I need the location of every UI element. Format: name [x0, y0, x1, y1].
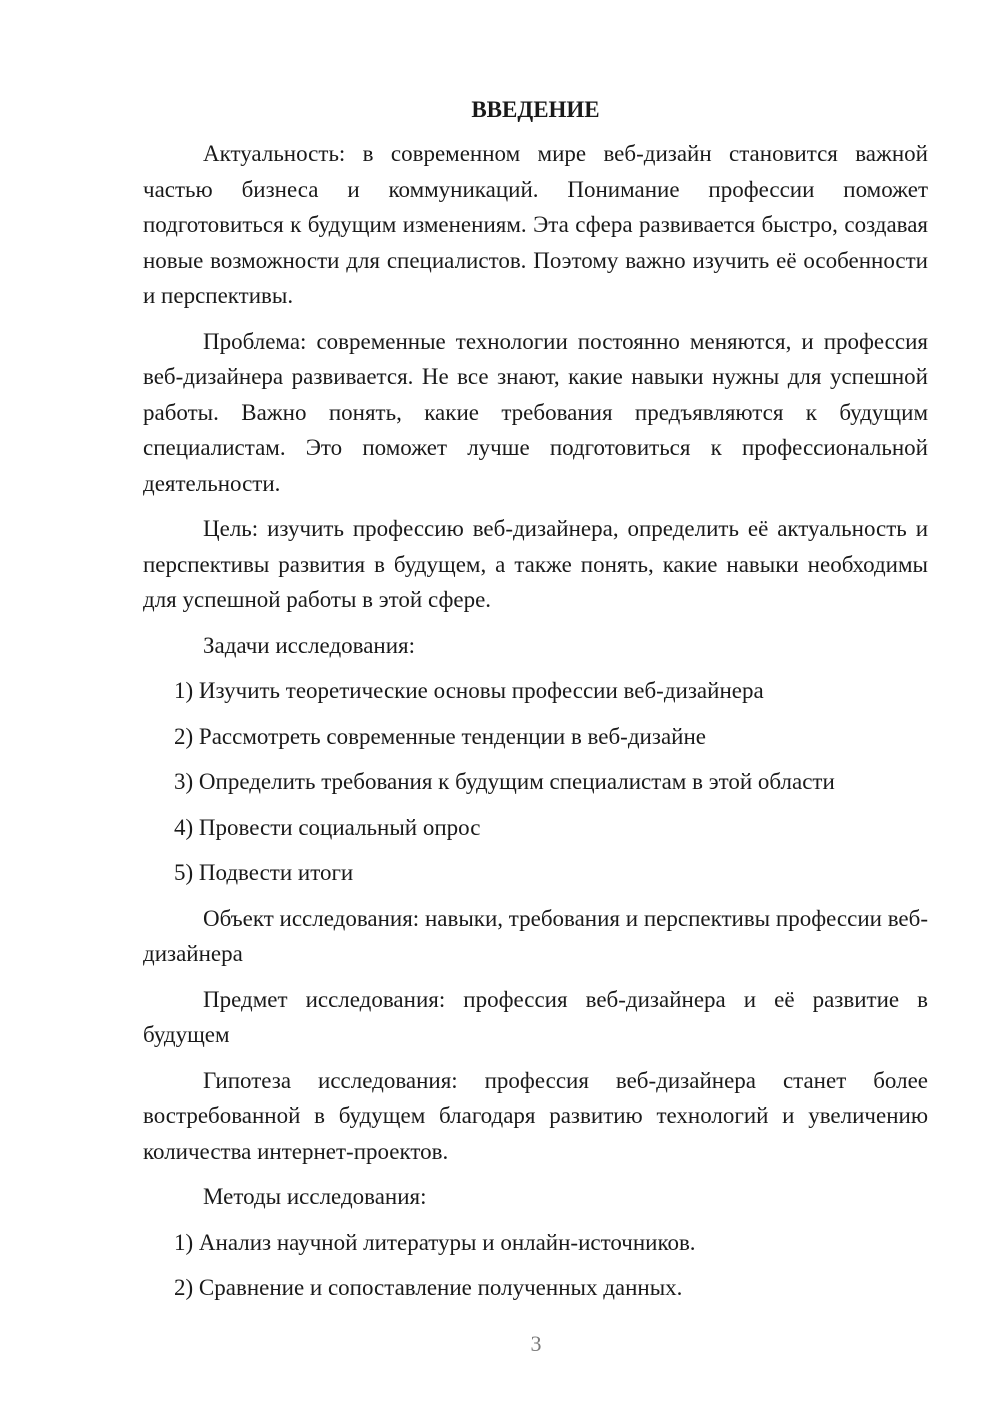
relevance-paragraph: Актуальность: в современном мире веб-дизайн становится важной частью бизнеса и коммуникаций. Понимание профессии поможет подготовиться к будущим изменениям. Эта сфера развивается быстро, создавая новые возможности для специалистов. Поэтому важно изучить её особенности и перспективы. — [143, 141, 928, 308]
page-number: 3 — [530, 1331, 542, 1356]
subject-paragraph: Предмет исследования: профессия веб-дизайнера и её развитие в будущем — [143, 986, 928, 1047]
method-item: 1) Анализ научной литературы и онлайн-источников. — [174, 1229, 696, 1255]
tasks-list — [143, 673, 928, 891]
object-paragraph: Объект исследования: навыки, требования и перспективы профессии веб-дизайнера — [143, 905, 928, 966]
document-title: ВВЕДЕНИЕ — [471, 97, 600, 122]
tasks-heading: Задачи исследования: — [203, 632, 416, 658]
methods-list — [143, 1225, 928, 1306]
task-item: 5) Подвести итоги — [174, 860, 354, 885]
method-item: 2) Сравнение и сопоставление полученных данных. — [174, 1275, 683, 1300]
hypothesis-paragraph: Гипотеза исследования: профессия веб-дизайнера станет более востребованной в будущем благодаря развитию технологий и увеличению количества интернет-проектов. — [143, 1067, 928, 1164]
task-item: 4) Провести социальный опрос — [174, 814, 481, 840]
document-page — [143, 92, 928, 1316]
task-item: 2) Рассмотреть современные тенденции в веб-дизайне — [174, 723, 706, 749]
task-item: 1) Изучить теоретические основы профессии веб-дизайнера — [174, 678, 764, 703]
task-item: 3) Определить требования к будущим специалистам в этой области — [174, 769, 835, 794]
problem-paragraph: Проблема: современные технологии постоянно меняются, и профессия веб-дизайнера развивается. Не все знают, какие навыки нужны для успешной работы. Важно понять, какие требования предъявляются к будущим специалистам. Это поможет лучше подготовиться к профессиональной деятельности. — [143, 328, 928, 496]
methods-heading: Методы исследования: — [203, 1184, 427, 1209]
goal-paragraph: Цель: изучить профессию веб-дизайнера, определить её актуальность и перспективы развития в будущем, а также понять, какие навыки необходимы для успешной работы в этой сфере. — [143, 516, 928, 612]
